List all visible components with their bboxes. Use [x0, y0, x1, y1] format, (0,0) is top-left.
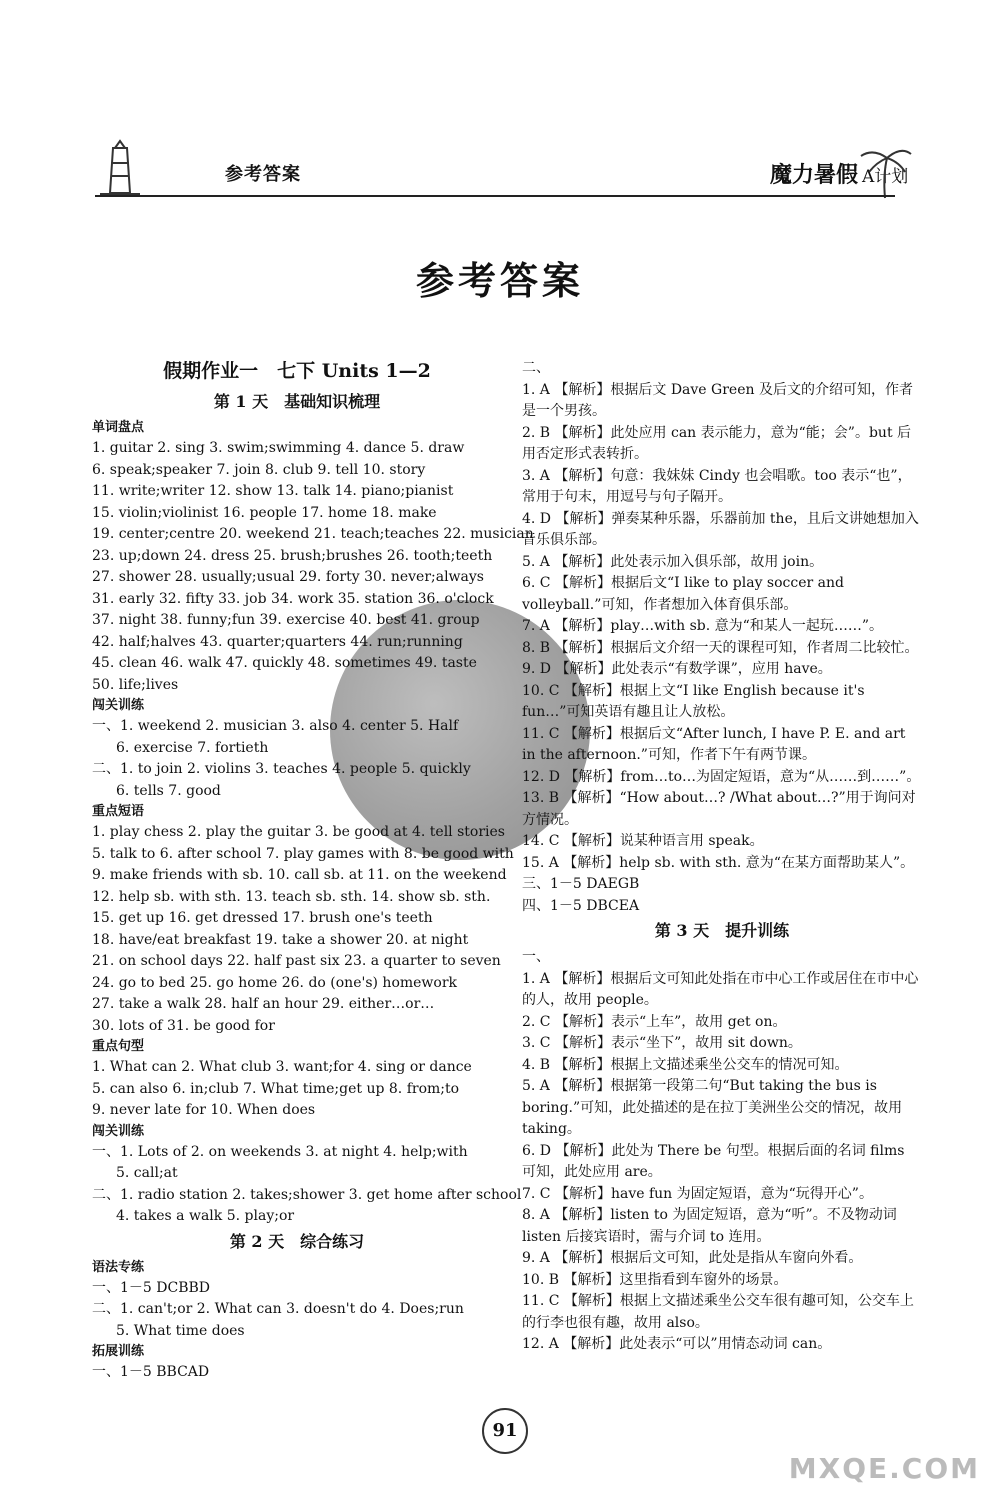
list-item: 5. call;at — [116, 1165, 178, 1181]
list-item: 23. up;down 24. dress 25. brush;brushes 26. tooth;teeth — [92, 547, 493, 564]
list-item: 19. center;centre 20. weekend 21. teach;teaches 22. musician — [92, 526, 534, 542]
list-item: 18. have/eat breakfast 19. take a shower 20. at night — [92, 931, 469, 948]
answer-item: 2. C 【解析】表示“上车”，故用 get on。 — [522, 1013, 787, 1030]
section-sentences-label: 重点句型 — [92, 1039, 145, 1054]
list-item: 5. talk to 6. after school 7. play games with 8. be good with — [92, 845, 514, 862]
site-watermark: MXQE.COM — [788, 1452, 980, 1485]
list-item: 15. get up 16. get dressed 17. brush one's teeth — [92, 910, 433, 926]
lighthouse-icon — [95, 138, 145, 198]
answer-item: 8. B 【解析】根据后文介绍一天的课程可知，作者周二比较忙。 — [522, 639, 919, 656]
section-drill1-label: 闯关训练 — [92, 698, 145, 713]
palm-tree-icon — [855, 140, 915, 200]
chapter-title: 假期作业一 七下 Units 1—2 — [163, 360, 431, 382]
list-item: 42. half;halves 43. quarter;quarters 44. run;running — [92, 633, 463, 650]
list-item: 二、1. radio station 2. takes;shower 3. get home after school — [92, 1186, 522, 1203]
answer-item: 2. B 【解析】此处应用 can 表示能力，意为“能；会”。but 后用否定形式表转折。 — [522, 424, 912, 462]
answer-item: 1. A 【解析】根据后文可知此处指在市中心工作或居住在市中心的人，故用 people。 — [522, 970, 919, 1008]
page-title: 参考答案 — [415, 258, 584, 303]
list-item: 一、1. Lots of 2. on weekends 3. at night 4. help;with — [92, 1143, 468, 1160]
list-item: 6. tells 7. good — [116, 782, 221, 799]
part4-answers: 四、1－5 DBCEA — [522, 897, 640, 914]
header-label: 参考答案 — [225, 164, 301, 185]
section-grammar-label: 语法专练 — [92, 1259, 145, 1275]
answer-item: 6. C 【解析】根据后文“I like to play soccer and volleyball.”可知，作者想加入体育俱乐部。 — [522, 575, 844, 613]
answer-item: 3. C 【解析】表示“坐下”，故用 sit down。 — [522, 1035, 802, 1051]
brand-suffix: A计划 — [862, 167, 909, 187]
answer-item: 12. D 【解析】from…to…为固定短语，意为“从……到……”。 — [522, 768, 921, 785]
answer-item: 10. B 【解析】这里指看到车窗外的场景。 — [522, 1271, 788, 1288]
list-item: 24. go to bed 25. go home 26. do (one's) homework — [92, 974, 458, 991]
section-words-label: 单词盘点 — [92, 420, 145, 435]
answer-item: 4. B 【解析】根据上文描述乘坐公交车的情况可知。 — [522, 1056, 849, 1073]
part-label: 二、 — [522, 360, 550, 376]
answer-item: 4. D 【解析】弹奏某种乐器，乐器前加 the，且后文讲她想加入音乐俱乐部。 — [522, 510, 919, 548]
answer-item: 5. A 【解析】根据第一段第二句“But taking the bus is boring.”可知，此处描述的是在拉丁美洲坐公交的情况，故用 taking。 — [522, 1078, 903, 1137]
answer-item: 6. D 【解析】此处为 There be 句型。根据后面的名词 films 可知，此处应用 are。 — [522, 1142, 905, 1180]
list-item: 1. guitar 2. sing 3. swim;swimming 4. dance 5. draw — [92, 440, 465, 456]
day3-title: 第 3 天 提升训练 — [654, 921, 790, 940]
list-item: 5. can also 6. in;club 7. What time;get up 8. from;to — [92, 1080, 460, 1097]
answer-item: 9. D 【解析】此处表示“有数学课”，应用 have。 — [522, 661, 832, 677]
part3-answers: 三、1－5 DAEGB — [522, 876, 640, 892]
list-item: 一、1－5 BBCAD — [92, 1364, 210, 1380]
list-item: 一、1－5 DCBBD — [92, 1279, 211, 1296]
list-item: 5. What time does — [116, 1322, 245, 1339]
answer-item: 11. C 【解析】根据后文“After lunch, I have P. E. and art in the afternoon.”可知，作者下午有两节课。 — [522, 725, 906, 763]
brand-name: 魔力暑假 — [770, 162, 859, 188]
list-item: 1. What can 2. What club 3. want;for 4. sing or dance — [92, 1059, 472, 1075]
list-item: 37. night 38. funny;fun 39. exercise 40. best 41. group — [92, 612, 480, 628]
list-item: 1. play chess 2. play the guitar 3. be good at 4. tell stories — [92, 824, 505, 840]
answer-item: 5. A 【解析】此处表示加入俱乐部，故用 join。 — [522, 553, 824, 570]
list-item: 6. speak;speaker 7. join 8. club 9. tell 10. story — [92, 461, 426, 478]
page-number: 91 — [482, 1408, 528, 1454]
list-item: 50. life;lives — [92, 676, 179, 693]
list-item: 30. lots of 31. be good for — [92, 1017, 275, 1034]
answer-item: 3. A 【解析】句意：我妹妹 Cindy 也会唱歌。too 表示“也”，常用于句末，用逗号与句子隔开。 — [522, 467, 912, 505]
list-item: 21. on school days 22. half past six 23. a quarter to seven — [92, 953, 501, 969]
part-label: 一、 — [522, 949, 550, 965]
list-item: 4. takes a walk 5. play;or — [116, 1208, 295, 1224]
list-item: 6. exercise 7. fortieth — [116, 739, 269, 756]
answer-item: 12. A 【解析】此处表示“可以”用情态动词 can。 — [522, 1336, 832, 1352]
day1-title: 第 1 天 基础知识梳理 — [213, 392, 381, 411]
list-item: 27. take a walk 28. half an hour 29. either…or… — [92, 996, 435, 1012]
list-item: 9. never late for 10. When does — [92, 1102, 316, 1118]
answer-item: 15. A 【解析】help sb. with sth. 意为“在某方面帮助某人”。 — [522, 854, 915, 871]
left-column — [92, 358, 534, 1384]
section-drill2-label: 闯关训练 — [92, 1123, 145, 1139]
list-item: 二、1. to join 2. violins 3. teaches 4. people 5. quickly — [92, 761, 471, 777]
header-rule — [95, 195, 895, 197]
day2-title: 第 2 天 综合练习 — [229, 1231, 365, 1251]
list-item: 一、1. weekend 2. musician 3. also 4. center 5. Half — [92, 718, 459, 734]
answer-item: 1. A 【解析】根据后文 Dave Green 及后文的介绍可知，作者是一个男孩。 — [522, 381, 913, 419]
answer-item: 14. C 【解析】说某种语言用 speak。 — [522, 833, 764, 849]
right-column — [522, 358, 922, 1356]
section-extension-label: 拓展训练 — [92, 1344, 145, 1359]
list-item: 15. violin;violinist 16. people 17. home 18. make — [92, 504, 437, 521]
list-item: 45. clean 46. walk 47. quickly 48. sometimes 49. taste — [92, 655, 477, 671]
answer-item: 9. A 【解析】根据后文可知，此处是指从车窗向外看。 — [522, 1250, 863, 1266]
list-item: 12. help sb. with sth. 13. teach sb. sth. 14. show sb. sth. — [92, 888, 491, 905]
section-phrases-label: 重点短语 — [92, 804, 145, 819]
list-item: 31. early 32. fifty 33. job 34. work 35. station 36. o'clock — [92, 590, 494, 607]
list-item: 27. shower 28. usually;usual 29. forty 30. never;always — [92, 569, 484, 585]
answer-item: 13. B 【解析】“How about…? /What about…?”用于询问对方情况。 — [522, 790, 916, 828]
list-item: 9. make friends with sb. 10. call sb. at 11. on the weekend — [92, 867, 507, 883]
answer-item: 11. C 【解析】根据上文描述乘坐公交车很有趣可知，公交车上的行李也很有趣，故用 also。 — [522, 1293, 914, 1331]
answer-item: 8. A 【解析】listen to 为固定短语，意为“听”。不及物动词 listen 后接宾语时，需与介词 to 连用。 — [522, 1207, 897, 1245]
answer-item: 7. C 【解析】have fun 为固定短语，意为“玩得开心”。 — [522, 1185, 873, 1202]
answer-item: 7. A 【解析】play…with sb. 意为“和某人一起玩……”。 — [522, 618, 883, 634]
list-item: 11. write;writer 12. show 13. talk 14. piano;pianist — [92, 483, 454, 499]
answer-item: 10. C 【解析】根据上文“I like English because it's fun…”可知英语有趣且让人放松。 — [522, 682, 865, 720]
list-item: 二、1. can't;or 2. What can 3. doesn't do 4. Does;run — [92, 1301, 464, 1317]
